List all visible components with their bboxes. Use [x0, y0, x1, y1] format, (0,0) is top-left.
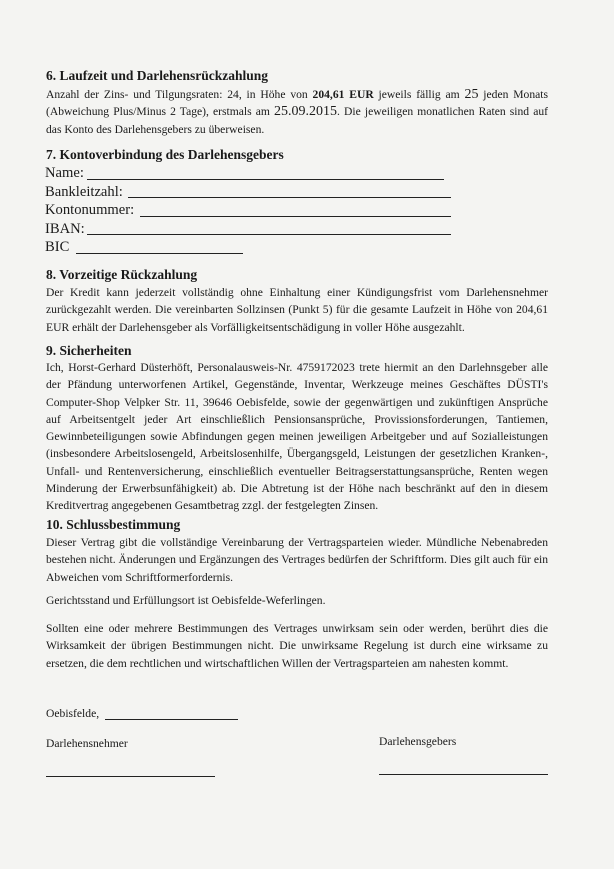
lender-label: Darlehensgebers — [379, 735, 457, 748]
signature-place-label: Oebisfelde, — [46, 707, 100, 720]
section-7-title: 7. Kontoverbindung des Darlehensgebers — [46, 147, 284, 162]
section-9-text: Ich, Horst-Gerhard Düsterhöft, Personalausweis-Nr. 4759172023 trete hiermit an den Darlehnsgeber alle der Pfändung unterworfenen Artikel, Gegenstände, Inventar, Werkzeuge meines Geschäftes DÜSTI's Computer-Shop Velpker Str. 11, 39646 Oebisfelde, sowie der gegenwärtigen und zukünftigen Ansprüche auf Arbeitsentgelt jeder Art einschließlich Pensionsansprüche, Provissionsforderungen, Tantiemen, Gewinnbeteiligungen sowie Abfindungen gegen meinen jeweiligen Arbeitgeber und auf Sozialleistungen (insbesondere Arbeitslosengeld, Arbeitslosenhilfe, Übergangsgeld, Leistungen der gesetzlichen Kranken-, Unfall- und Rentenversicherung, einschließlich eventueller Beitragserstattungsansprüche, Renten wegen Minderung der Erwerbsunfähigkeit) ab. Die Abtretung ist der Höhe nach beschränkt auf den in diesem Kreditvertrag angegebenen Gesamtbetrag zzgl. der festgelegten Zinsen. — [46, 361, 548, 513]
field-kontonummer-line[interactable] — [140, 216, 451, 217]
section-6-title: 6. Laufzeit und Darlehensrückzahlung — [46, 68, 269, 83]
field-kontonummer — [45, 201, 134, 220]
field-name — [45, 164, 134, 183]
field-bic — [45, 238, 134, 257]
section-10-p3: Sollten eine oder mehrere Bestimmungen des Vertrages unwirksam sein oder werden, berührt dies die Wirksamkeit der übrigen Bestimmungen nicht. Die unwirksame Regelung ist durch eine wirksame zu ersetzen, die dem rechtlichen und wirtschaftlichen Willen der Vertragsparteien am nahesten kommt. — [46, 622, 548, 670]
field-bankleitzahl-label: Bankleitzahl: — [45, 183, 123, 200]
s6-day: 25 — [464, 87, 479, 102]
field-name-label: Name: — [45, 165, 84, 181]
section-10-p2: Gerichtsstand und Erfüllungsort ist Oebisfelde-Weferlingen. — [46, 594, 326, 607]
s6-text-1: Anzahl der Zins- und Tilgungsraten: 24, in Höhe von — [46, 88, 313, 101]
section-10-title: 10. Schlussbestimmung — [46, 517, 181, 532]
field-bankleitzahl-line[interactable] — [128, 197, 451, 198]
field-bankleitzahl — [45, 183, 134, 202]
lender-signature-line[interactable] — [379, 774, 548, 775]
s6-text-2: jeweils fällig am — [373, 88, 465, 101]
s6-amount: 204,61 EUR — [312, 88, 374, 101]
borrower-signature-line[interactable] — [46, 776, 215, 777]
field-iban-label: IBAN: — [45, 220, 85, 237]
s6-date: 25.09.2015 — [274, 104, 338, 120]
account-fields — [45, 164, 134, 257]
section-10-p1: Dieser Vertrag gibt die vollständige Vereinbarung der Vertragsparteien wieder. Mündliche Nebenabreden bestehen nicht. Änderungen und Ergänzungen des Vertrages bedürfen der Schriftform. Dies gilt auch für ein Abweichen vom Schriftformerfordernis. — [46, 536, 548, 584]
section-9-title: 9. Sicherheiten — [46, 343, 132, 358]
field-iban-line[interactable] — [87, 234, 451, 235]
section-8-text: Der Kredit kann jederzeit vollständig ohne Einhaltung einer Kündigungsfrist vom Darlehensnehmer zurückgezahlt werden. Die vereinbarten Sollzinsen (Punkt 5) für die gesamte Laufzeit in Höhe von 204,61 EUR erhält der Darlehensgeber als Vorfälligkeitsentschädigung in voller Höhe ausgezahlt. — [46, 286, 548, 334]
borrower-label: Darlehensnehmer — [46, 737, 128, 750]
s6-text-3: jeden Monats (Abweichung Plus/Minus 2 Tage), erstmals am — [46, 88, 548, 119]
field-bic-line[interactable] — [76, 253, 243, 254]
field-bic-label: BIC — [45, 239, 70, 255]
section-6-text — [46, 86, 548, 138]
s6-text-4: . Die jeweiligen monatlichen Raten sind auf das Konto des Darlehensgebers zu überweisen. — [46, 105, 548, 136]
field-iban — [45, 220, 134, 239]
section-8-title: 8. Vorzeitige Rückzahlung — [46, 267, 198, 282]
field-name-line[interactable] — [87, 179, 444, 180]
signature-place-line[interactable] — [105, 719, 238, 720]
field-kontonummer-label: Kontonummer: — [45, 202, 135, 218]
